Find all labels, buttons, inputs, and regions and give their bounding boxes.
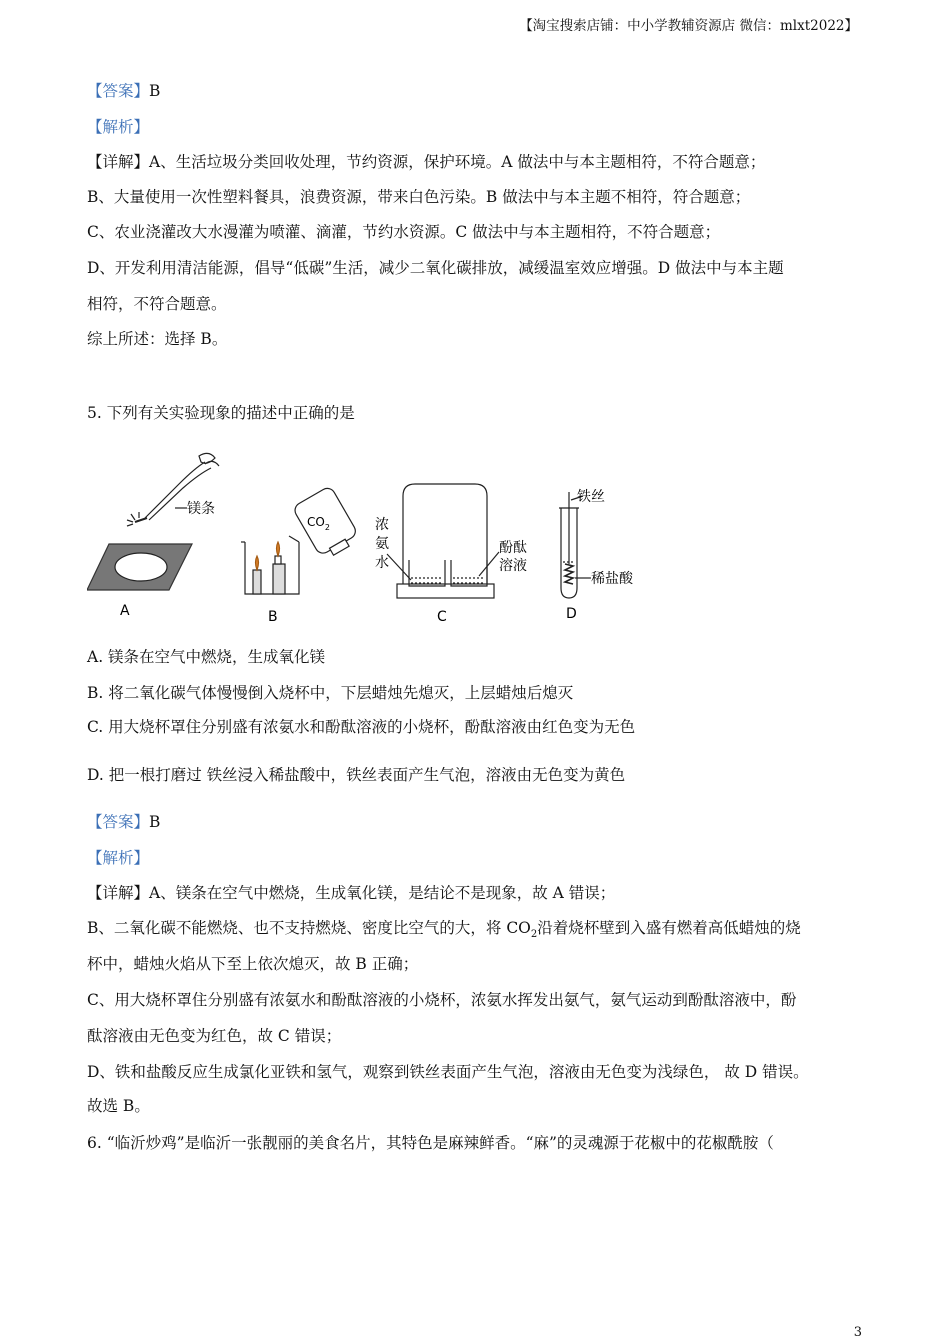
- detail-tag: 【详解】: [87, 884, 150, 902]
- label-phenol-2: 溶液: [499, 558, 527, 574]
- q5-conclusion: 故选 B。: [87, 1097, 150, 1115]
- label-d: D: [566, 606, 577, 622]
- label-c: C: [437, 609, 447, 625]
- q4-detail-d-cont: 相符，不符合题意。: [87, 295, 227, 313]
- q5-detail-b: [87, 918, 801, 945]
- q5-detail-b-part2: 沿着烧杯壁到入盛有燃着高低蜡烛的烧: [537, 919, 801, 937]
- label-a: A: [120, 603, 130, 619]
- label-magnesium: 镁条: [187, 501, 215, 517]
- figure-c-ammonia-phenolphthalein: [387, 484, 499, 598]
- label-iron-wire: 铁丝: [577, 489, 605, 505]
- label-b: B: [268, 609, 278, 625]
- answer-tag: 【答案】: [87, 82, 150, 100]
- q4-answer-line: [87, 81, 160, 101]
- q4-detail-c: C、农业浇灌改大水漫灌为喷灌、滴灌，节约水资源。C 做法中与本主题相符，不符合题意；: [87, 223, 721, 241]
- q5-detail-b-cont: 杯中，蜡烛火焰从下至上依次熄灭，故 B 正确；: [87, 955, 419, 973]
- q5-option-d: D. 把一根打磨过 铁丝浸入稀盐酸中，铁丝表面产生气泡，溶液由无色变为黄色: [87, 766, 626, 784]
- q4-analysis-tag: 【解析】: [87, 118, 150, 136]
- q4-detail-a: [87, 152, 765, 172]
- co2-sub: 2: [324, 523, 330, 532]
- figure-d-iron-hcl: [559, 492, 591, 598]
- q5-experiment-figure: [87, 444, 657, 629]
- q5-option-a: A. 镁条在空气中燃烧，生成氧化镁: [87, 648, 326, 666]
- q5-answer-line: [87, 812, 160, 832]
- q5-detail-d: D、铁和盐酸反应生成氯化亚铁和氢气，观察到铁丝表面产生气泡，溶液由无色变为浅绿色， 故 D 错误。: [87, 1063, 809, 1081]
- answer-value: B: [149, 82, 161, 100]
- q4-summary: 综上所述：选择 B。: [87, 330, 228, 348]
- q6-question: 6. “临沂炒鸡”是临沂一张靓丽的美食名片，其特色是麻辣鲜香。“麻”的灵魂源于花椒中的花椒酰胺（: [87, 1134, 774, 1152]
- figure-a-magnesium: [87, 453, 219, 590]
- q5-question: 5. 下列有关实验现象的描述中正确的是: [87, 404, 355, 422]
- label-phenol-1: 酚酞: [499, 540, 527, 556]
- q4-detail-b: B、大量使用一次性塑料餐具，浪费资源，带来白色污染。B 做法中与本主题不相符，符合题意；: [87, 188, 751, 206]
- q5-detail-b-part1: B、二氧化碳不能燃烧、也不支持燃烧、密度比空气的大，将 CO: [87, 919, 531, 937]
- answer-tag: 【答案】: [87, 813, 150, 831]
- q5-detail-a: [87, 883, 615, 903]
- q4-detail-a-text: A、生活垃圾分类回收处理，节约资源，保护环境。A 做法中与本主题相符，不符合题意；: [149, 153, 766, 171]
- co2-main: CO: [307, 515, 325, 529]
- page-header: 【淘宝搜索店铺：中小学教辅资源店 微信：mlxt2022】: [519, 18, 858, 34]
- figure-b-co2-candles: [241, 485, 361, 594]
- answer-value: B: [149, 813, 161, 831]
- label-dilute-hcl: 稀盐酸: [591, 571, 633, 587]
- q5-option-c: C. 用大烧杯罩住分别盛有浓氨水和酚酞溶液的小烧杯，酚酞溶液由红色变为无色: [87, 718, 636, 736]
- label-ammonia-2: 氨: [375, 536, 389, 552]
- q5-option-b: B. 将二氧化碳气体慢慢倒入烧杯中，下层蜡烛先熄灭，上层蜡烛后熄灭: [87, 684, 574, 702]
- label-ammonia-1: 浓: [375, 517, 389, 533]
- label-ammonia-3: 水: [375, 555, 389, 571]
- page-number: 3: [853, 1325, 862, 1340]
- q4-detail-d: D、开发利用清洁能源，倡导“低碳”生活，减少二氧化碳排放，减缓温室效应增强。D 做法中与本主题: [87, 259, 784, 277]
- detail-tag: 【详解】: [87, 153, 150, 171]
- q5-detail-a-text: A、镁条在空气中燃烧，生成氧化镁，是结论不是现象，故 A 错误；: [149, 884, 616, 902]
- q5-detail-c: C、用大烧杯罩住分别盛有浓氨水和酚酞溶液的小烧杯，浓氨水挥发出氨气，氨气运动到酚酞溶液中，酚: [87, 991, 797, 1009]
- q5-detail-c-cont: 酞溶液由无色变为红色，故 C 错误；: [87, 1027, 342, 1045]
- q5-analysis-tag: 【解析】: [87, 849, 150, 867]
- q5-detail-b-sub: 2: [530, 929, 538, 941]
